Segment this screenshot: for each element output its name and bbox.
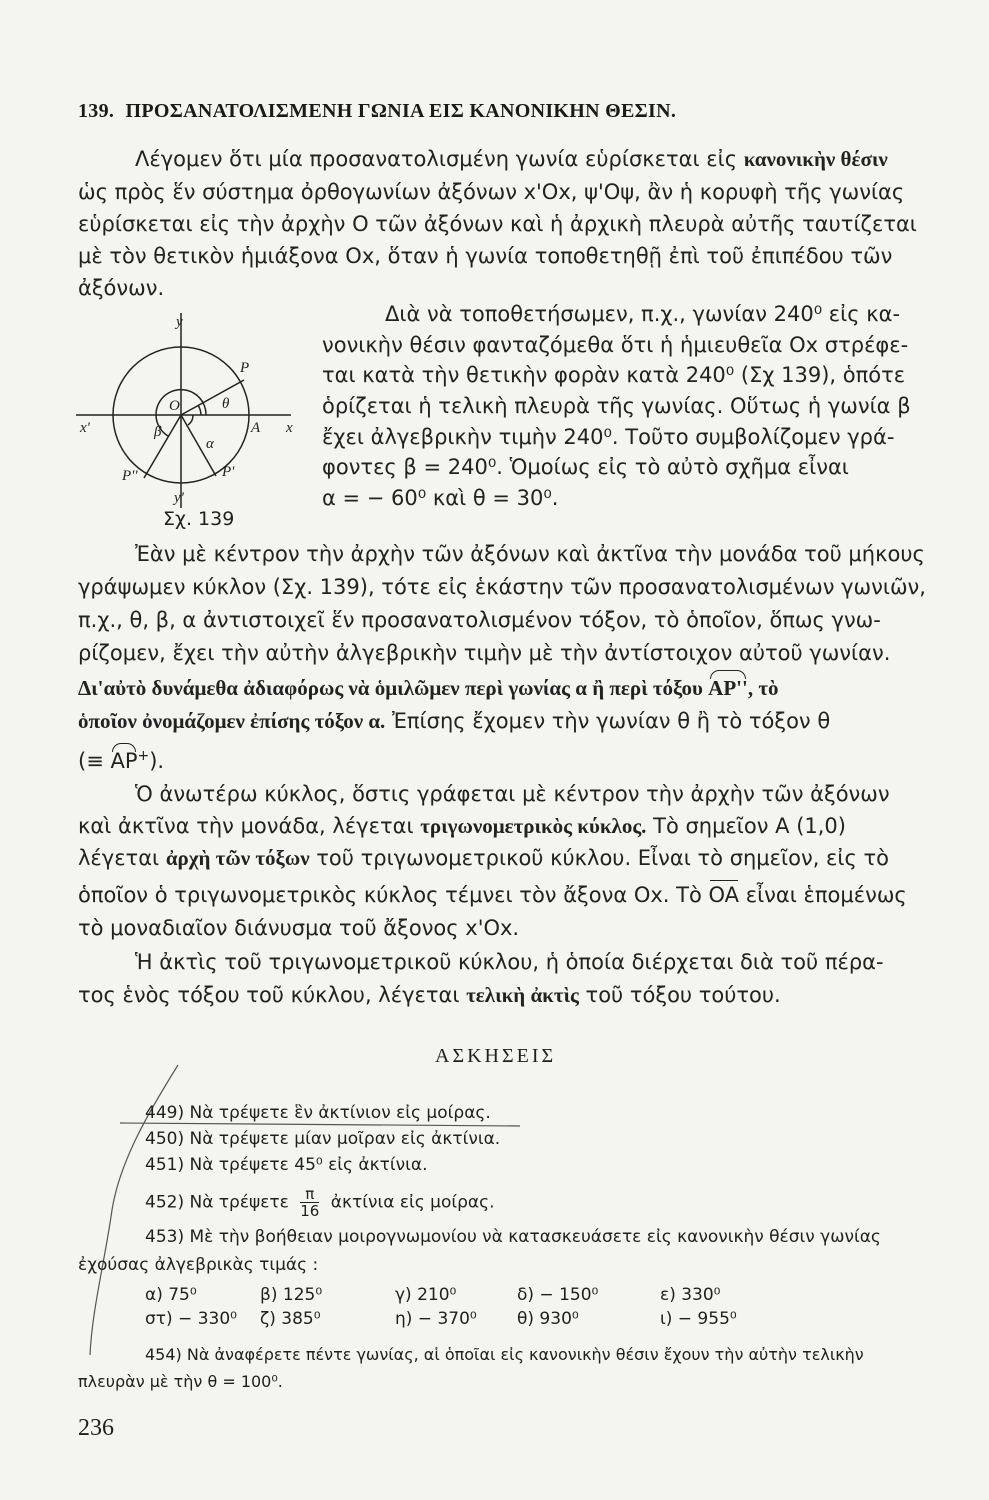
exercise-449: 449) Νὰ τρέψετε ἓν ἀκτίνιον εἰς μοίρας.	[145, 1103, 491, 1123]
exercise-450: 450) Νὰ τρέψετε μίαν μοῖραν εἰς ἀκτίνια.	[145, 1129, 501, 1149]
exercises-title: ΑΣΚΗΣΕΙΣ	[435, 1045, 557, 1067]
intro-line-1: Λέγομεν ὅτι μία προσανατολισμένη γωνία εὑρίσκεται εἰς κανονικὴν θέσιν	[135, 147, 888, 171]
label-x-prime: x'	[80, 420, 90, 436]
values-th: θ) 930⁰	[517, 1309, 579, 1329]
trig-line-7: τος ἑνὸς τόξου τοῦ κύκλου, λέγεται τελικὴ ἀκτὶς τοῦ τόξου τούτου.	[78, 983, 781, 1007]
label-O: O	[169, 398, 180, 414]
values-st: στ) − 330⁰	[145, 1309, 237, 1329]
trig-line-6: Ἡ ἀκτὶς τοῦ τριγωνομετρικοῦ κύκλου, ἡ ὁποία διέρχεται διὰ τοῦ πέρα-	[135, 950, 884, 974]
values-b: β) 125⁰	[260, 1285, 323, 1305]
trig-line-1: Ὁ ἀνωτέρω κύκλος, ὅστις γράφεται μὲ κέντρον τὴν ἀρχὴν τῶν ἀξόνων	[135, 782, 890, 806]
label-A: A	[251, 420, 261, 436]
exercise-452: 452) Νὰ τρέψετε $\frac{\pi}{16}$ ἀκτίνια εἰς μοίρας.	[145, 1185, 495, 1220]
circle-line-1: Ἐὰν μὲ κέντρον τὴν ἀρχὴν τῶν ἀξόνων καὶ ἀκτῖνα τὴν μονάδα τοῦ μήκους	[135, 542, 925, 566]
label-y-prime: y'	[174, 490, 184, 506]
alpha-arc	[188, 415, 193, 425]
values-g: γ) 210⁰	[395, 1285, 457, 1305]
example-line-7: α = − 60⁰ καὶ θ = 30⁰.	[322, 486, 559, 510]
example-line-1: Διὰ νὰ τοποθετήσωμεν, π.χ., γωνίαν 240⁰ εἰς κα-	[385, 302, 901, 326]
label-y: y	[176, 314, 183, 330]
unit-circle-figure	[76, 308, 316, 538]
section-title: ΠΡΟΣΑΝΑΤΟΛΙΣΜΕΝΗ ΓΩΝΙΑ ΕΙΣ ΚΑΝΟΝΙΚΗΝ ΘΕΣΙΝ.	[125, 100, 677, 122]
terminal-side-beta	[144, 415, 181, 478]
example-line-5: ἔχει ἀλγεβρικὴν τιμὴν 240⁰. Τοῦτο συμβολίζομεν γρά-	[322, 425, 895, 449]
values-e: ε) 330⁰	[660, 1285, 721, 1305]
trig-line-2: καὶ ἀκτῖνα τὴν μονάδα, λέγεται τριγωνομετρικὸς κύκλος. Τὸ σημεῖον A (1,0)	[78, 814, 846, 838]
values-h: η) − 370⁰	[395, 1309, 477, 1329]
terminal-side-theta	[181, 380, 244, 415]
label-theta: θ	[222, 396, 230, 412]
intro-line-4: μὲ τὸν θετικὸν ἡμιάξονα Ox, ὅταν ἡ γωνία τοποθετηθῇ ἐπὶ τοῦ ἐπιπέδου τῶν	[78, 244, 893, 268]
exercise-451: 451) Νὰ τρέψετε 45⁰ εἰς ἀκτίνια.	[145, 1155, 428, 1175]
circle-line-2: γράψωμεν κύκλον (Σχ. 139), τότε εἰς ἑκάστην τῶν προσανατολισμένων γωνιῶν,	[78, 575, 926, 599]
example-line-6: φοντες β = 240⁰. Ὁμοίως εἰς τὸ αὐτὸ σχῆμα εἶναι	[322, 455, 849, 479]
intro-line-2: ὡς πρὸς ἕν σύστημα ὀρθογωνίων ἀξόνων x'Ox, ψ'Oψ, ἂν ἡ κορυφὴ τῆς γωνίας	[78, 180, 905, 204]
example-line-2: νονικὴν θέσιν φανταζόμεθα ὅτι ἡ ἡμιευθεῖα Ox στρέφε-	[322, 333, 909, 357]
example-line-4: ὁρίζεται ἡ τελικὴ πλευρὰ τῆς γωνίας. Οὕτως ἡ γωνία β	[322, 394, 911, 418]
page-number: 236	[78, 1415, 114, 1441]
example-line-3: ται κατὰ τὴν θετικὴν φορὰν κατὰ 240⁰ (Σχ 139), ὁπότε	[322, 363, 906, 387]
values-a: α) 75⁰	[145, 1285, 197, 1305]
values-z: ζ) 385⁰	[260, 1309, 321, 1329]
section-number: 139.	[78, 100, 115, 122]
figure-caption: Σχ. 139	[163, 508, 235, 530]
circle-line-6: ὁποῖον ὀνομάζομεν ἐπίσης τόξον α. Ἐπίσης ἔχομεν τὴν γωνίαν θ ἢ τὸ τόξον θ	[78, 709, 831, 733]
section-heading	[78, 100, 676, 123]
theta-arc	[198, 405, 201, 415]
intro-line-3: εὑρίσκεται εἰς τὴν ἀρχὴν O τῶν ἀξόνων καὶ ἡ ἀρχικὴ πλευρὰ αὐτῆς ταυτίζεται	[78, 212, 917, 236]
circle-line-3: π.χ., θ, β, α ἀντιστοιχεῖ ἕν προσανατολισμένον τόξον, τὸ ὁποῖον, ὅπως γνω-	[78, 608, 881, 632]
label-beta: β	[154, 424, 162, 440]
label-x: x	[286, 420, 293, 436]
circle-line-7: (≡ AP+).	[78, 748, 165, 773]
exercise-453: 453) Μὲ τὴν βοήθειαν μοιρογνωμονίου νὰ κατασκευάσετε εἰς κανονικὴν θέσιν γωνίας	[145, 1227, 881, 1247]
intro-line-5: ἀξόνων.	[78, 276, 165, 300]
circle-line-5: Δι'αὐτὸ δυνάμεθα ἀδιαφόρως νὰ ὁμιλῶμεν περὶ γωνίας α ἢ περὶ τόξου AP'', τὸ	[78, 676, 779, 700]
label-alpha: α	[206, 436, 214, 452]
label-P-prime: P'	[222, 464, 235, 480]
exercise-454: 454) Νὰ ἀναφέρετε πέντε γωνίας, αἱ ὁποῖαι εἰς κανονικὴν θέσιν ἔχουν τὴν αὐτὴν τελικὴν	[145, 1345, 864, 1364]
trig-line-4: ὁποῖον ὁ τριγωνομετρικὸς κύκλος τέμνει τὸν ἄξονα Ox. Τὸ OA εἶναι ἑπομένως	[78, 883, 907, 907]
circle-line-4: ρίζομεν, ἔχει τὴν αὐτὴν ἀλγεβρικὴν τιμὴν μὲ τὴν ἀντίστοιχον αὐτοῦ γωνίαν.	[78, 641, 891, 665]
values-i: ι) − 955⁰	[660, 1309, 737, 1329]
label-P: P	[240, 360, 250, 376]
label-P-double: P''	[122, 468, 138, 484]
trig-line-3: λέγεται ἀρχὴ τῶν τόξων τοῦ τριγωνομετρικοῦ κύκλου. Εἶναι τὸ σημεῖον, εἰς τὸ	[78, 846, 890, 870]
trig-line-5: τὸ μοναδιαῖον διάνυσμα τοῦ ἄξονος x'Ox.	[78, 916, 520, 940]
exercise-453-cont: ἐχούσας ἀλγεβρικὰς τιμάς :	[78, 1255, 319, 1275]
exercise-454-cont: πλευρὰν μὲ τὴν θ = 100⁰.	[78, 1372, 283, 1391]
fraction-pi-16: $\frac{\pi}{16}$	[300, 1185, 320, 1220]
values-d: δ) − 150⁰	[517, 1285, 599, 1305]
